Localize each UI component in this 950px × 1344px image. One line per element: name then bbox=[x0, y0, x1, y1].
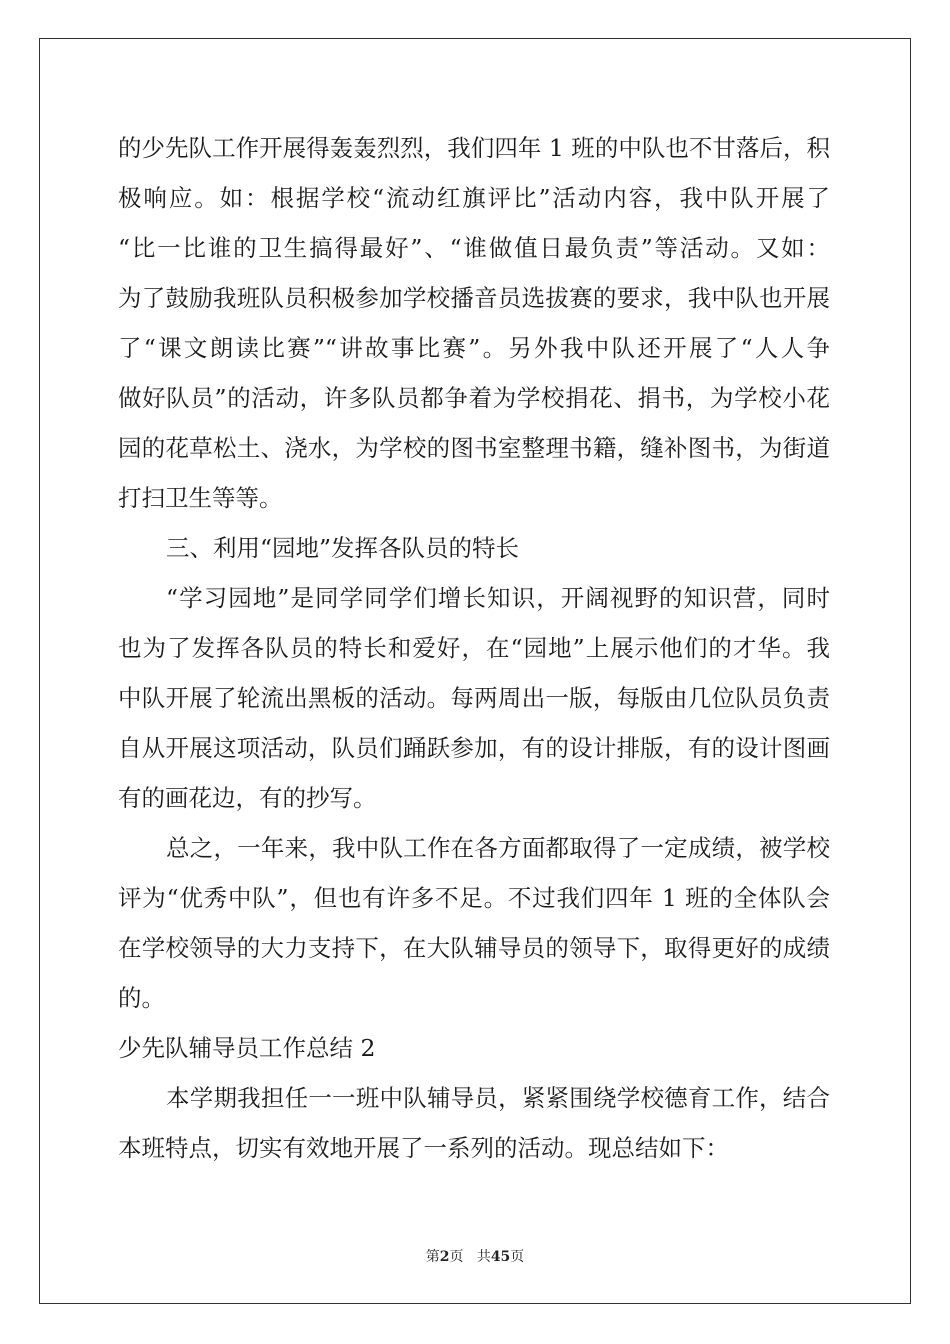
text-line: 总之，一年来，我中队工作在各方面都取得了一定成绩，被学校 bbox=[166, 834, 830, 862]
section-heading: 三、利用“园地”发挥各队员的特长 bbox=[166, 534, 520, 562]
text-line: 园的花草松土、浇水，为学校的图书室整理书籍，缝补图书，为街道 bbox=[118, 434, 830, 462]
text-line: 中队开展了轮流出黑板的活动。每两周出一版，每版由几位队员负责 bbox=[118, 684, 830, 712]
page-number: 2 bbox=[439, 1249, 450, 1265]
text-line: 本学期我担任一一班中队辅导员，紧紧围绕学校德育工作，结合 bbox=[166, 1084, 830, 1112]
text-line: 评为“优秀中队”，但也有许多不足。不过我们四年 1 班的全体队会 bbox=[118, 884, 830, 912]
text-line: 的。 bbox=[118, 984, 165, 1012]
text-line: 了“课文朗读比赛”“讲故事比赛”。另外我中队还开展了“人人争 bbox=[118, 334, 830, 362]
total-unit: 页 bbox=[510, 1249, 525, 1265]
text-line: 自从开展这项活动，队员们踊跃参加，有的设计排版，有的设计图画 bbox=[118, 734, 830, 762]
page-prefix: 第 bbox=[425, 1249, 440, 1265]
text-line: 极响应。如：根据学校“流动红旗评比”活动内容，我中队开展了 bbox=[118, 184, 830, 212]
page-footer bbox=[0, 1247, 950, 1267]
text-line: 也为了发挥各队员的特长和爱好，在“园地”上展示他们的才华。我 bbox=[118, 634, 830, 662]
text-line: 的少先队工作开展得轰轰烈烈，我们四年 1 班的中队也不甘落后，积 bbox=[118, 134, 830, 162]
text-line: 为了鼓励我班队员积极参加学校播音员选拔赛的要求，我中队也开展 bbox=[118, 284, 830, 312]
text-line: 打扫卫生等等。 bbox=[118, 484, 283, 512]
text-line: “学习园地”是同学同学们增长知识，开阔视野的知识营，同时 bbox=[166, 584, 830, 612]
total-prefix: 共 bbox=[476, 1249, 491, 1265]
text-line: 在学校领导的大力支持下，在大队辅导员的领导下，取得更好的成绩 bbox=[118, 934, 830, 962]
total-pages: 45 bbox=[490, 1249, 511, 1265]
text-line: “比一比谁的卫生搞得最好”、“谁做值日最负责”等活动。又如： bbox=[118, 234, 830, 262]
text-line: 做好队员”的活动，许多队员都争着为学校捐花、捐书，为学校小花 bbox=[118, 384, 830, 412]
document-title: 少先队辅导员工作总结 2 bbox=[118, 1034, 376, 1062]
text-line: 本班特点，切实有效地开展了一系列的活动。现总结如下： bbox=[118, 1134, 729, 1162]
text-line: 有的画花边，有的抄写。 bbox=[118, 784, 377, 812]
page-unit: 页 bbox=[449, 1249, 464, 1265]
